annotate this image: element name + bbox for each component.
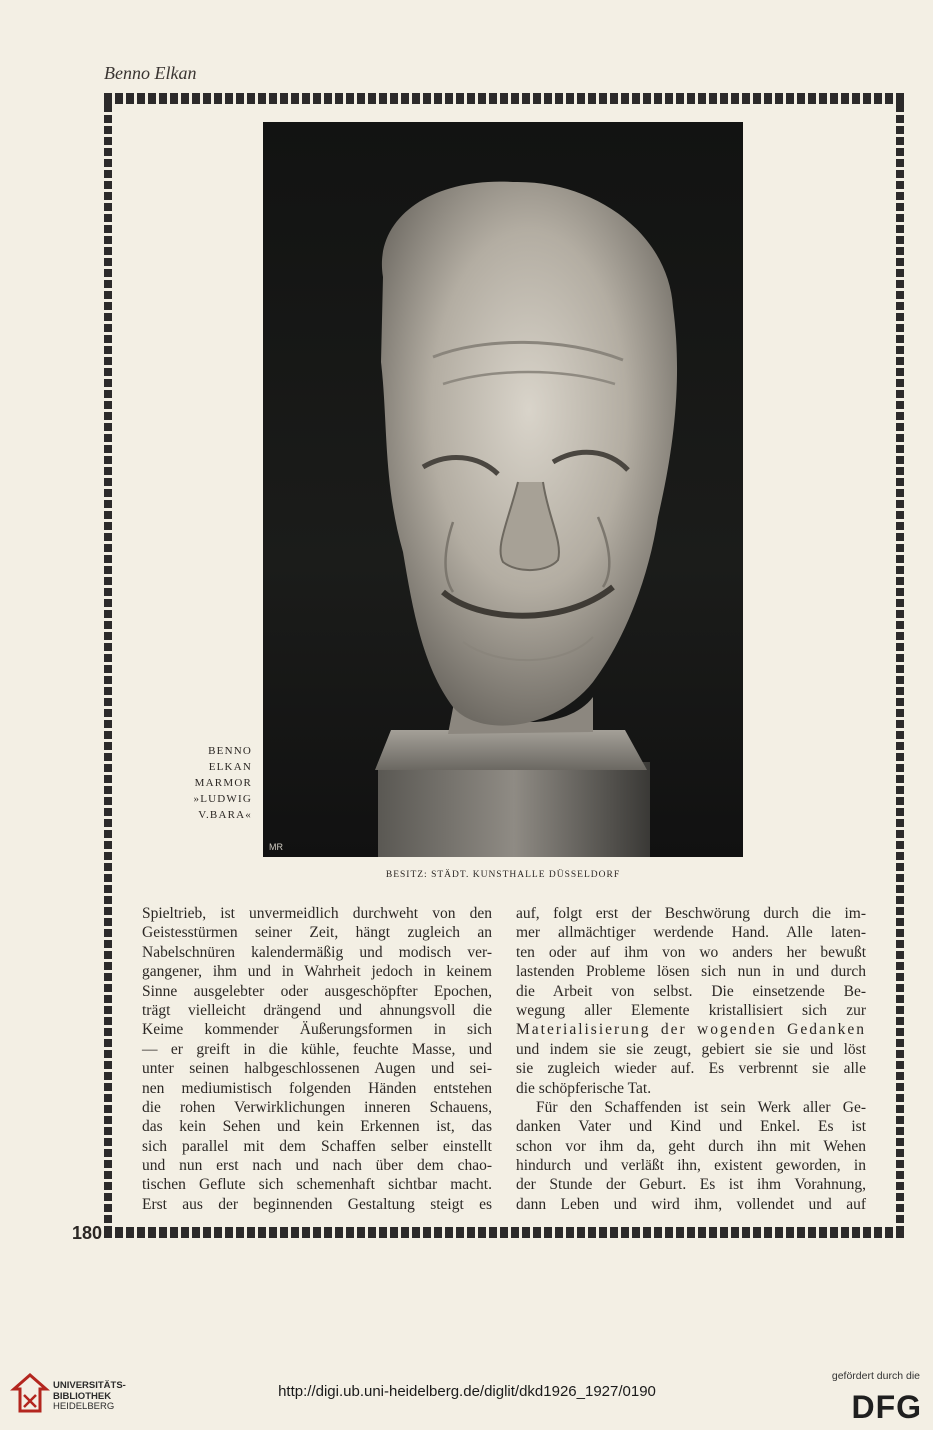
- caption-line: V.BARA«: [198, 809, 252, 821]
- text-line: das kein Sehen und kein Erkennen ist, das: [142, 1118, 492, 1136]
- text-column-left: [142, 904, 492, 1214]
- plinth-base: [378, 762, 650, 857]
- text-line: wegung aller Elemente kristallisiert sich zur: [516, 1001, 866, 1019]
- text-line: trägt vielleicht drängend und ahnungsvoll die: [142, 1001, 492, 1019]
- plate-monogram: MR: [269, 842, 283, 852]
- caption-line: BENNO: [208, 745, 252, 757]
- caption-line: MARMOR: [194, 777, 252, 789]
- running-head: Benno Elkan: [104, 63, 197, 83]
- ornamental-border-right: [896, 93, 904, 1238]
- university-library-name: [53, 1381, 126, 1413]
- library-line: BIBLIOTHEK: [53, 1390, 112, 1402]
- text-line: hindurch und verläßt ihn, existent geworden, in: [516, 1157, 866, 1175]
- page-number: 180: [72, 1223, 103, 1243]
- marble-head-sculpture: [263, 122, 743, 857]
- text-line: Geistesstürmen seiner Zeit, hängt zugleich an: [142, 924, 492, 942]
- text-line: nen mediumistisch folgenden Händen entstehen: [142, 1079, 492, 1097]
- text-line: schon vor ihm da, geht durch ihn mit Wehen: [516, 1137, 866, 1155]
- text-line: Erst aus der beginnenden Gestaltung steigt es: [142, 1195, 492, 1213]
- text-line: gangener, ihm und in Wahrheit jedoch in keinem: [142, 963, 492, 981]
- caption-line: »LUDWIG: [193, 793, 252, 805]
- side-caption: [160, 743, 252, 823]
- text-line: Materialisierung der wogenden Gedanken: [516, 1021, 866, 1039]
- text-line: danken Vater und Kind und Enkel. Es ist: [516, 1118, 866, 1136]
- text-line: sich parallel mit dem Schaffen selber einstellt: [142, 1137, 492, 1155]
- text-line: — er greift in die kühle, feuchte Masse, und: [142, 1040, 492, 1058]
- text-line: mer allmächtiger werdende Hand. Alle laten-: [516, 924, 866, 942]
- text-line: ten oder auf ihm von wo anders her bewußt: [516, 943, 866, 961]
- permalink-url[interactable]: http://digi.ub.uni-heidelberg.de/diglit/dkd1926_1927/0190: [278, 1383, 656, 1400]
- text-line: Sinne ausgelebter oder ausgeschöpfter Epochen,: [142, 982, 492, 1000]
- text-line: und nun erst nach und nach über dem chao-: [142, 1157, 492, 1175]
- text-line: unter seinen halbgeschlossenen Augen und sei-: [142, 1060, 492, 1078]
- text-column-right: [516, 904, 866, 1214]
- text-line: und indem sie sie zeugt, gebiert sie sie und löst: [516, 1040, 866, 1058]
- plinth-top: [375, 730, 647, 770]
- text-line: sie zugleich wieder auf. Es verbrennt sie alle: [516, 1060, 866, 1078]
- text-line: auf, folgt erst der Beschwörung durch die im-: [516, 905, 866, 922]
- sculpture-photograph: [263, 122, 743, 857]
- text-line: Nabelschnüren kalendermäßig und modisch ver-: [142, 943, 492, 961]
- text-line: tischen Geflute sich schemenhaft sichtbar macht.: [142, 1176, 492, 1194]
- text-line: dann Leben und wird ihm, vollendet und auf: [516, 1195, 866, 1213]
- library-line: UNIVERSITÄTS-: [53, 1380, 126, 1391]
- funding-caption: gefördert durch die: [831, 1370, 920, 1382]
- text-line: Keime kommender Äußerungsformen in sich: [142, 1021, 492, 1039]
- text-line: Spieltrieb, ist unvermeidlich durchweht von den: [142, 905, 492, 922]
- text-line: die Arbeit von selbst. Die einsetzende Be-: [516, 982, 866, 1000]
- dfg-logo: DFG: [851, 1389, 922, 1425]
- ornamental-border-top: [104, 93, 904, 104]
- photo-credit: BESITZ: STÄDT. KUNSTHALLE DÜSSELDORF: [385, 870, 621, 880]
- text-line: Für den Schaffenden ist sein Werk aller Ge-: [536, 1098, 866, 1116]
- text-line: die rohen Verwirklichungen inneren Schauens,: [142, 1098, 492, 1116]
- ornamental-border-left: [104, 93, 112, 1238]
- sculpture-head: [381, 182, 677, 726]
- text-line: der Stunde der Geburt. Es ist ihm Vorahnung,: [516, 1176, 866, 1194]
- library-line: HEIDELBERG: [53, 1401, 115, 1412]
- ornamental-border-bottom: [104, 1227, 904, 1238]
- text-line: die schöpferische Tat.: [516, 1079, 652, 1097]
- text-line: lastenden Probleme lösen sich nun in und durch: [516, 963, 866, 981]
- caption-line: ELKAN: [208, 761, 252, 773]
